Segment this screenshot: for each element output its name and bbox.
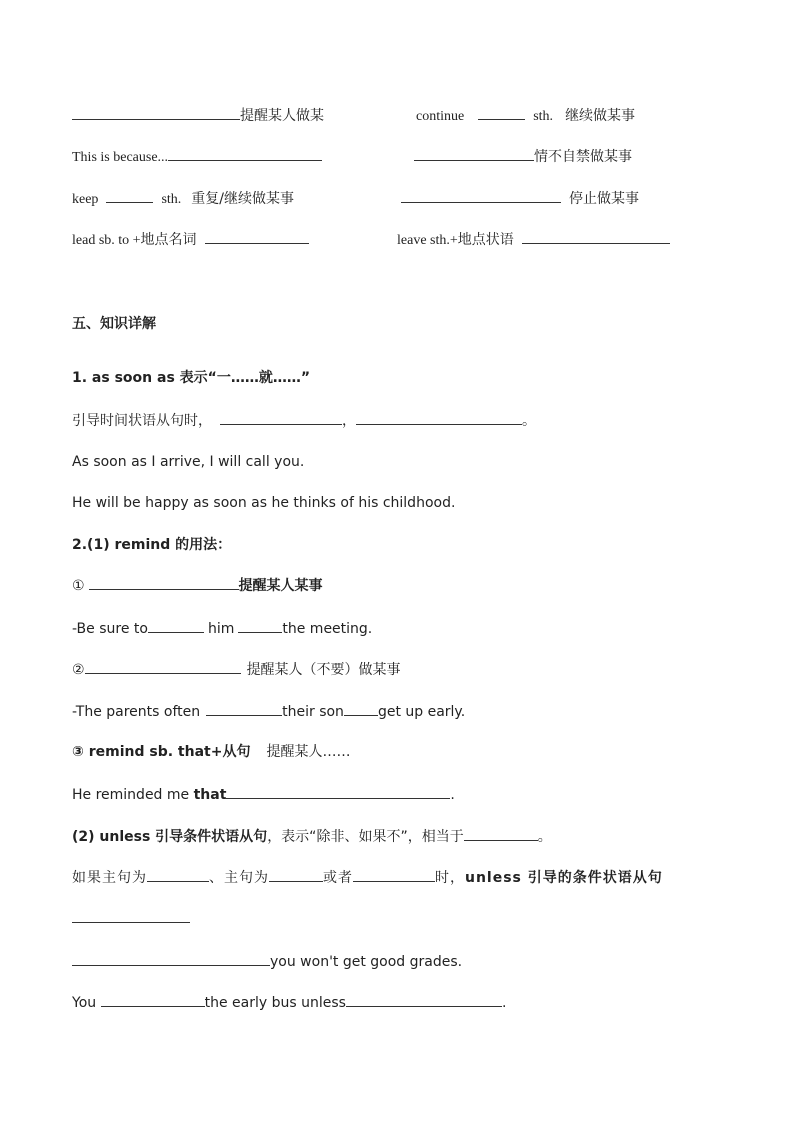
vocab-text: sth. <box>161 192 182 207</box>
example-text: you won't get good grades. <box>270 954 463 970</box>
case-line: ③ remind sb. that+从句 <box>72 744 251 760</box>
answer-blank[interactable] <box>147 867 209 882</box>
item-1-example-2: He will be happy as soon as he thinks of his childhood. <box>72 495 456 511</box>
example-text: their son <box>282 704 344 720</box>
vocab-text: 继续做某事 <box>565 108 636 124</box>
vocab-text: continue <box>416 109 465 124</box>
answer-blank[interactable] <box>414 146 534 161</box>
answer-blank[interactable] <box>356 410 522 425</box>
unless-title <box>72 826 552 847</box>
example-text: . <box>450 787 455 803</box>
item-1-intro <box>72 410 536 431</box>
item-1-title: 1. as soon as 表示“一……就……” <box>72 370 311 386</box>
unless-example-1 <box>72 951 462 972</box>
rule-text: 或者 <box>323 870 353 886</box>
rule-text: 、主句为 <box>209 870 269 886</box>
remind-example-3 <box>72 784 455 805</box>
example-text: . <box>501 995 507 1011</box>
vocab-row-2-right <box>414 146 632 167</box>
answer-blank[interactable] <box>106 188 153 203</box>
period: 。 <box>522 413 536 429</box>
example-text: -The parents often <box>72 704 201 720</box>
remind-case-2 <box>72 659 401 680</box>
example-text: You <box>72 995 101 1011</box>
unless-rule <box>72 867 663 888</box>
comma: ， <box>342 413 356 429</box>
vocab-text: leave sth.+地点状语 <box>397 233 514 248</box>
vocab-text: keep <box>72 192 99 207</box>
answer-blank[interactable] <box>72 105 240 120</box>
vocab-text: 停止做某事 <box>569 191 639 207</box>
vocab-row-1-left <box>72 105 324 126</box>
example-text: the meeting. <box>282 621 373 637</box>
unless-title-rest: ，表示“除非、如果不”，相当于 <box>267 829 464 845</box>
example-text: him <box>207 621 235 637</box>
unless-example-2 <box>72 992 506 1013</box>
case-label: 提醒某人某事 <box>238 578 323 594</box>
vocab-row-4-right <box>397 229 670 251</box>
case-label: 提醒某人…… <box>266 744 351 760</box>
vocab-row-1-right <box>416 105 635 127</box>
vocab-row-2-left <box>72 146 322 168</box>
answer-blank[interactable] <box>205 229 309 244</box>
remind-case-3 <box>72 742 350 762</box>
answer-blank[interactable] <box>269 867 323 882</box>
item-2-title: 2.(1) remind 的用法： <box>72 537 232 553</box>
vocab-text: lead sb. to +地点名词 <box>72 233 197 248</box>
example-text: get up early. <box>377 704 466 720</box>
remind-case-1 <box>72 575 323 596</box>
answer-blank[interactable] <box>464 826 538 841</box>
answer-blank[interactable] <box>206 701 282 716</box>
answer-blank[interactable] <box>522 229 670 244</box>
item-1-example-1: As soon as I arrive, I will call you. <box>72 454 305 470</box>
example-text: -Be sure to <box>72 621 148 637</box>
answer-blank[interactable] <box>226 784 450 799</box>
answer-blank[interactable] <box>168 146 322 161</box>
circle-number: ① <box>72 578 85 594</box>
answer-blank[interactable] <box>72 951 270 966</box>
vocab-text: 提醒某人做某 <box>240 108 324 124</box>
vocab-row-3-left <box>72 188 294 210</box>
remind-example-2 <box>72 701 465 722</box>
vocab-text: sth. <box>533 109 554 124</box>
rule-text: 如果主句为 <box>72 870 147 886</box>
vocab-text: 重复/继续做某事 <box>191 191 294 207</box>
answer-blank[interactable] <box>353 867 435 882</box>
answer-blank[interactable] <box>346 992 502 1007</box>
example-text: the early bus unless <box>204 995 346 1011</box>
intro-text: 引导时间状语从句时， <box>72 413 212 429</box>
answer-blank[interactable] <box>478 105 525 120</box>
answer-blank[interactable] <box>401 188 561 203</box>
section-title: 五、知识详解 <box>72 316 156 332</box>
answer-blank[interactable] <box>344 701 378 716</box>
case-label: 提醒某人（不要）做某事 <box>246 662 401 678</box>
period: 。 <box>537 829 552 845</box>
rule-bold: unless 引导的条件状语从句 <box>465 870 663 886</box>
vocab-text: This is because... <box>72 150 169 165</box>
answer-blank[interactable] <box>238 618 282 633</box>
vocab-text: 情不自禁做某事 <box>534 149 632 165</box>
remind-example-1 <box>72 618 372 639</box>
rule-text: 时， <box>435 870 465 886</box>
answer-blank[interactable] <box>148 618 204 633</box>
vocab-row-3-right <box>401 188 639 209</box>
unless-rule-continued <box>72 908 190 929</box>
answer-blank[interactable] <box>72 908 190 923</box>
answer-blank[interactable] <box>101 992 205 1007</box>
answer-blank[interactable] <box>85 659 241 674</box>
answer-blank[interactable] <box>220 410 342 425</box>
example-bold: that <box>193 787 227 803</box>
example-text: He reminded me <box>72 787 194 803</box>
circle-number: ② <box>72 662 85 678</box>
unless-title-bold: (2) unless 引导条件状语从句 <box>72 829 268 845</box>
vocab-row-4-left <box>72 229 309 251</box>
answer-blank[interactable] <box>89 575 239 590</box>
